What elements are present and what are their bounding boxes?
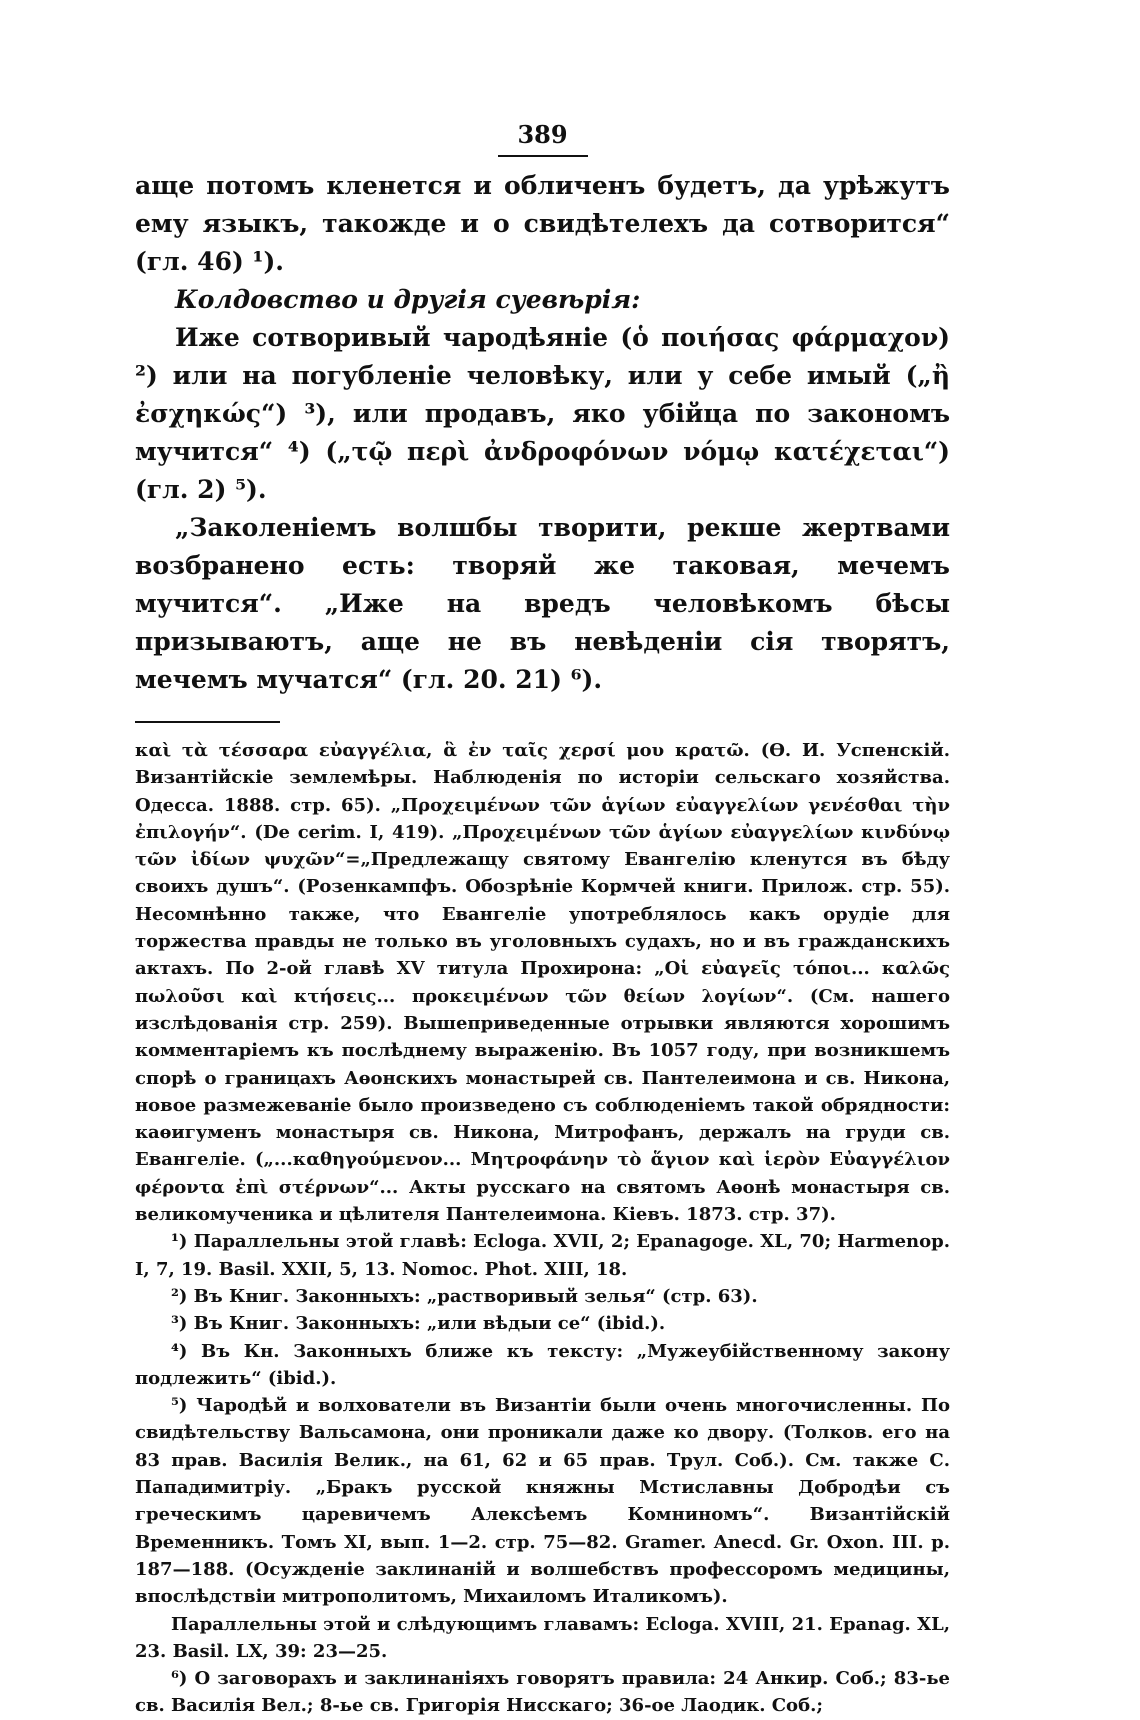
page bbox=[135, 120, 950, 1720]
section-heading: Колдовство и другія суевѣрія: bbox=[175, 285, 641, 314]
footnote-3: ³) Въ Книг. Законныхъ: „или вѣдыи се“ (ibid.). bbox=[171, 1313, 666, 1335]
footnote-2: ²) Въ Книг. Законныхъ: „растворивый зелья“ (стр. 63). bbox=[171, 1285, 758, 1307]
main-text bbox=[135, 167, 950, 699]
main-paragraph-3: „Заколеніемъ волшбы творити, рекше жертвами возбранено есть: творяй же таковая, мечемъ мучится“. „Иже на вредъ человѣкомъ бѣсы призываютъ, аще не въ невѣденіи сія творятъ, мечемъ мучатся“ (гл. 20. 21) ⁶). bbox=[135, 513, 950, 694]
main-paragraph-2: Иже сотворивый чародѣяніе (ὁ ποιήσας φάρμαχον) ²) или на погубленіе человѣку, или у себе имый („ἢ ἐσχηκώς“) ³), или продавъ, яко убійца по закономъ мучится“ ⁴) („τῷ περὶ ἀνδροφόνων νόμῳ κατέχεται“) (гл. 2) ⁵). bbox=[135, 323, 950, 504]
footnote-continuation: καὶ τὰ τέσσαρα εὐαγγέλια, ἃ ἐν ταῖς χερσί μου κρατῶ. (Ѳ. И. Успенскій. Византійскіе землемѣры. Наблюденія по исторіи сельскаго хозяйства. Одесса. 1888. стр. 65). „Προχειμένων τῶν ἁγίων εὐαγγελίων γενέσθαι τὴν ἐπιλογήν“. (De cerim. I, 419). „Προχειμένων τῶν ἁγίων εὐαγγελίων κινδύνῳ τῶν ἰδίων ψυχῶν“=„Предлежащу святому Евангелію кленутся въ бѣду своихъ душъ“. (Розенкампфъ. Обозрѣніе Кормчей книги. Прилож. стр. 55). Несомнѣнно также, что Евангеліе употреблялось какъ орудіе для торжества правды не только въ уголовныхъ судахъ, но и въ гражданскихъ актахъ. По 2-ой главѣ XV титула Прохирона: „Οἱ εὐαγεῖς τόποι... καλῶς πωλοῦσι καὶ κτήσεις... προκειμένων τῶν θείων λογίων“. (См. нашего изслѣдованія стр. 259). Вышеприведенные отрывки являются хорошимъ комментаріемъ къ послѣднему выраженію. Въ 1057 году, при возникшемъ спорѣ о границахъ Аѳонскихъ монастырей св. Пантелеимона и св. Никона, новое размежеваніе было произведено съ соблюденіемъ такой обрядности: каѳигуменъ монастыря св. Никона, Митрофанъ, держалъ на груди св. Евангеліе. („...καθηγούμενον... Μητροφάνην τὸ ἅγιον καὶ ἱερὸν Εὐαγγέλιον φέροντα ἐπὶ στέρνων“... Акты русскаго на святомъ Аѳонѣ монастыря св. великомученика и цѣлителя Пантелеимона. Кіевъ. 1873. стр. 37). bbox=[135, 740, 950, 1226]
footnote-5-parallels: Параллельны этой и слѣдующимъ главамъ: Ecloga. XVIII, 21. Epanag. XL, 23. Basil. LX, 39: 23—25. bbox=[135, 1613, 950, 1662]
page-number-rule bbox=[498, 155, 588, 157]
footnote-1: ¹) Параллельны этой главѣ: Ecloga. XVII, 2; Epanagoge. XL, 70; Harmenop. I, 7, 19. Basil. XXII, 5, 13. Nomoc. Phot. XIII, 18. bbox=[135, 1231, 950, 1280]
footnote-4: ⁴) Въ Кн. Законныхъ ближе къ тексту: „Мужеубійственному закону подлежить“ (ibid.). bbox=[135, 1340, 950, 1389]
footnote-5: ⁵) Чародѣй и волхователи въ Византіи были очень многочисленны. По свидѣтельству Вальсамона, они проникали даже ко двору. (Толков. его на 83 прав. Василія Велик., на 61, 62 и 65 прав. Трул. Соб.). См. также С. Пападимитріу. „Бракъ русской княжны Мстиславны Добродѣи съ греческимъ царевичемъ Алексѣемъ Комниномъ“. Византійскій Временникъ. Томъ XI, вып. 1—2. стр. 75—82. Gramer. Anecd. Gr. Oxon. III. p. 187—188. (Осужденіе заклинаній и волшебствъ профессоромъ медицины, впослѣдствіи митрополитомъ, Михаиломъ Италикомъ). bbox=[135, 1395, 950, 1608]
page-number: 389 bbox=[517, 120, 568, 149]
footnote-divider bbox=[135, 721, 280, 723]
main-paragraph-1: аще потомъ кленется и обличенъ будетъ, да урѣжутъ ему языкъ, такожде и о свидѣтелехъ да сотворится“ (гл. 46) ¹). bbox=[135, 171, 950, 276]
footnote-6: ⁶) О заговорахъ и заклинаніяхъ говорятъ правила: 24 Анкир. Соб.; 83-ье св. Василія Вел.; 8-ье св. Григорія Нисскаго; 36-ое Лаодик. Соб.; bbox=[135, 1668, 950, 1717]
footnotes bbox=[135, 737, 950, 1720]
